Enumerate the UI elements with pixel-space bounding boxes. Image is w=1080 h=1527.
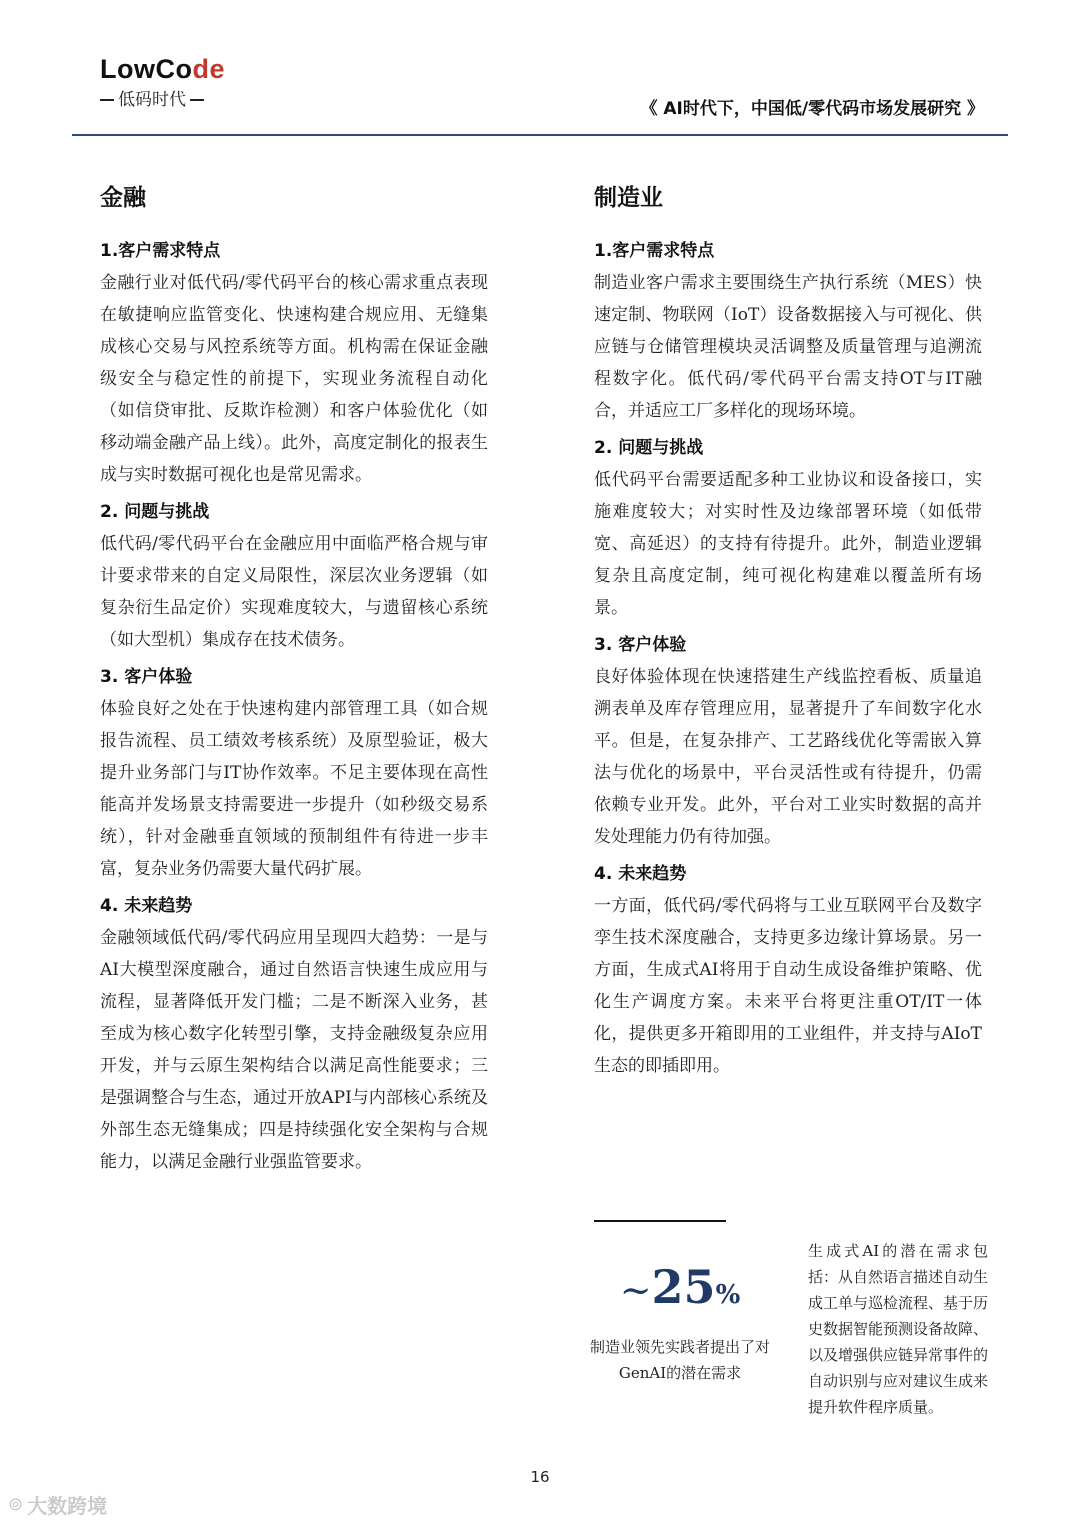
finance-column: [100, 182, 488, 1184]
logo-subtitle: 低码时代: [100, 88, 240, 112]
manufacturing-text-1: 制造业客户需求主要围绕生产执行系统（MES）快速定制、物联网（IoT）设备数据接入与可视化、供应链与仓储管理模块灵活调整及质量管理与追溯流程数字化。低代码/零代码平台需支持OT与IT融合，并适应工厂多样化的现场环境。: [594, 273, 982, 421]
finance-text-1: 金融行业对低代码/零代码平台的核心需求重点表现在敏捷响应监管变化、快速构建合规应用、无缝集成核心交易与风控系统等方面。机构需在保证金融级安全与稳定性的前提下，实现业务流程自动化（如信贷审批、反欺诈检测）和客户体验优化（如移动端金融产品上线）。此外，高度定制化的报表生成与实时数据可视化也是常见需求。: [100, 273, 488, 485]
lowcode-logo: [100, 52, 240, 112]
watermark-icon: ⊚: [8, 1494, 24, 1515]
finance-text-3: 体验良好之处在于快速构建内部管理工具（如合规报告流程、员工绩效考核系统）及原型验证，极大提升业务部门与IT协作效率。不足主要体现在高性能高并发场景支持需要进一步提升（如秒级交易系统），针对金融垂直领域的预制组件有待进一步丰富，复杂业务仍需要大量代码扩展。: [100, 699, 488, 879]
finance-text-4: 金融领域低代码/零代码应用呈现四大趋势：一是与AI大模型深度融合，通过自然语言快速生成应用与流程，显著降低开发门槛；二是不断深入业务，甚至成为核心数字化转型引擎，支持金融级复杂应用开发，并与云原生架构结合以满足高性能要求；三是强调整合与生态，通过开放API与内部核心系统及外部生态无缝集成；四是持续强化安全架构与合规能力，以满足金融行业强监管要求。: [100, 928, 488, 1172]
finance-heading-2: 2. 问题与挑战: [100, 502, 210, 522]
finance-heading-3: 3. 客户体验: [100, 667, 193, 687]
manufacturing-column: [594, 182, 982, 1088]
manufacturing-heading-4: 4. 未来趋势: [594, 864, 687, 884]
manufacturing-heading-1: 1.客户需求特点: [594, 241, 715, 261]
stat-callout: [570, 1262, 790, 1386]
manufacturing-title: 制造业: [594, 185, 663, 211]
finance-text-2: 低代码/零代码平台在金融应用中面临严格合规与审计要求带来的自定义局限性，深层次业务逻辑（如复杂衍生品定价）实现难度较大，与遗留核心系统（如大型机）集成存在技术债务。: [100, 534, 488, 650]
genai-side-note: 生成式AI的潜在需求包括：从自然语言描述自动生成工单与巡检流程、基于历史数据智能预测设备故障、以及增强供应链异常事件的自动识别与应对建议生成来提升软件程序质量。: [808, 1242, 989, 1416]
manufacturing-text-4: 一方面，低代码/零代码将与工业互联网平台及数字孪生技术深度融合，支持更多边缘计算场景。另一方面，生成式AI将用于自动生成设备维护策略、优化生产调度方案。未来平台将更注重OT/IT一体化，提供更多开箱即用的工业组件，并支持与AIoT生态的即插即用。: [594, 896, 982, 1076]
manufacturing-text-2: 低代码平台需要适配多种工业协议和设备接口，实施难度较大；对实时性及边缘部署环境（如低带宽、高延迟）的支持有待提升。此外，制造业逻辑复杂且高度定制，纯可视化构建难以覆盖所有场景。: [594, 470, 982, 618]
logo-wordmark: LowCode: [100, 54, 225, 84]
stat-divider: [594, 1220, 726, 1222]
report-title: 《 AI时代下，中国低/零代码市场发展研究 》: [640, 99, 984, 119]
header-divider: [72, 134, 1008, 136]
finance-title: 金融: [100, 185, 146, 211]
stat-description: 制造业领先实践者提出了对GenAI的潜在需求: [589, 1338, 770, 1382]
finance-heading-1: 1.客户需求特点: [100, 241, 221, 261]
watermark: ⊚ 大数跨境: [8, 1494, 108, 1518]
manufacturing-heading-3: 3. 客户体验: [594, 635, 687, 655]
page-number: 16: [530, 1468, 550, 1486]
finance-heading-4: 4. 未来趋势: [100, 896, 193, 916]
stat-value: ~25%: [619, 1260, 741, 1314]
manufacturing-text-3: 良好体验体现在快速搭建生产线监控看板、质量追溯表单及库存管理应用，显著提升了车间数字化水平。但是，在复杂排产、工艺路线优化等需嵌入算法与优化的场景中，平台灵活性或有待提升，仍需依赖专业开发。此外，平台对工业实时数据的高并发处理能力仍有待加强。: [594, 667, 982, 847]
manufacturing-heading-2: 2. 问题与挑战: [594, 438, 704, 458]
